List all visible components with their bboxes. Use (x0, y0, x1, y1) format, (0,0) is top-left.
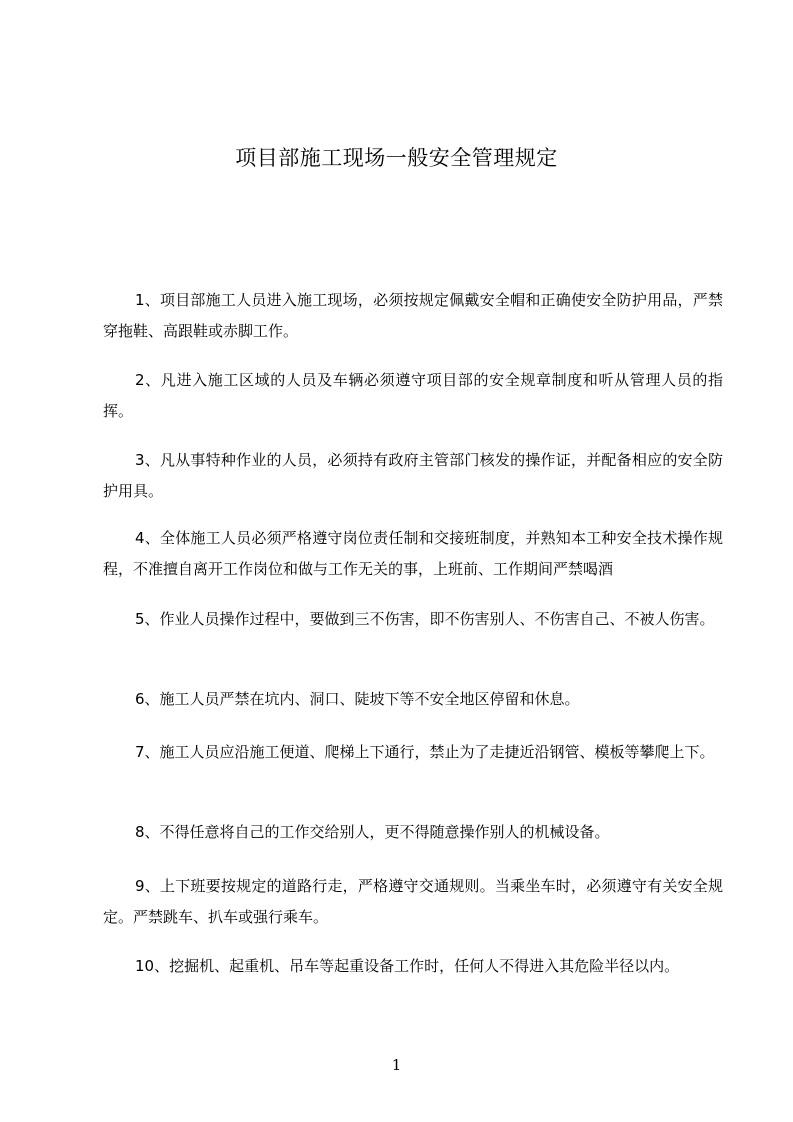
clause-7: 7、施工人员应沿施工便道、爬梯上下通行，禁止为了走捷近沿钢管、模板等攀爬上下。 (135, 743, 715, 761)
document-title: 项目部施工现场一般安全管理规定 (235, 146, 558, 170)
clause-2: 2、凡进入施工区域的人员及车辆必须遵守项目部的安全规章制度和听从管理人员的指挥。 (103, 371, 723, 420)
clause-5: 5、作业人员操作过程中，要做到三不伤害，即不伤害别人、不伤害自己、不被人伤害。 (135, 610, 715, 628)
clause-1: 1、项目部施工人员进入施工现场，必须按规定佩戴安全帽和正确使安全防护用品，严禁穿拖鞋、高跟鞋或赤脚工作。 (103, 291, 723, 340)
clause-6: 6、施工人员严禁在坑内、洞口、陡坡下等不安全地区停留和休息。 (135, 690, 580, 708)
page-number: 1 (391, 1056, 402, 1074)
clause-4: 4、全体施工人员必须严格遵守岗位责任制和交接班制度，并熟知本工种安全技术操作规程，不准擅自离开工作岗位和做与工作无关的事，上班前、工作期间严禁喝酒 (103, 529, 723, 578)
clause-8: 8、不得任意将自己的工作交给别人，更不得随意操作别人的机械设备。 (135, 823, 610, 841)
clause-10: 10、挖掘机、起重机、吊车等起重设备工作时，任何人不得进入其危险半径以内。 (135, 957, 680, 975)
clause-3: 3、凡从事特种作业的人员，必须持有政府主管部门核发的操作证，并配备相应的安全防护用具。 (103, 451, 723, 500)
clause-9: 9、上下班要按规定的道路行走，严格遵守交通规则。当乘坐车时，必须遵守有关安全规定。严禁跳车、扒车或强行乘车。 (103, 877, 723, 926)
